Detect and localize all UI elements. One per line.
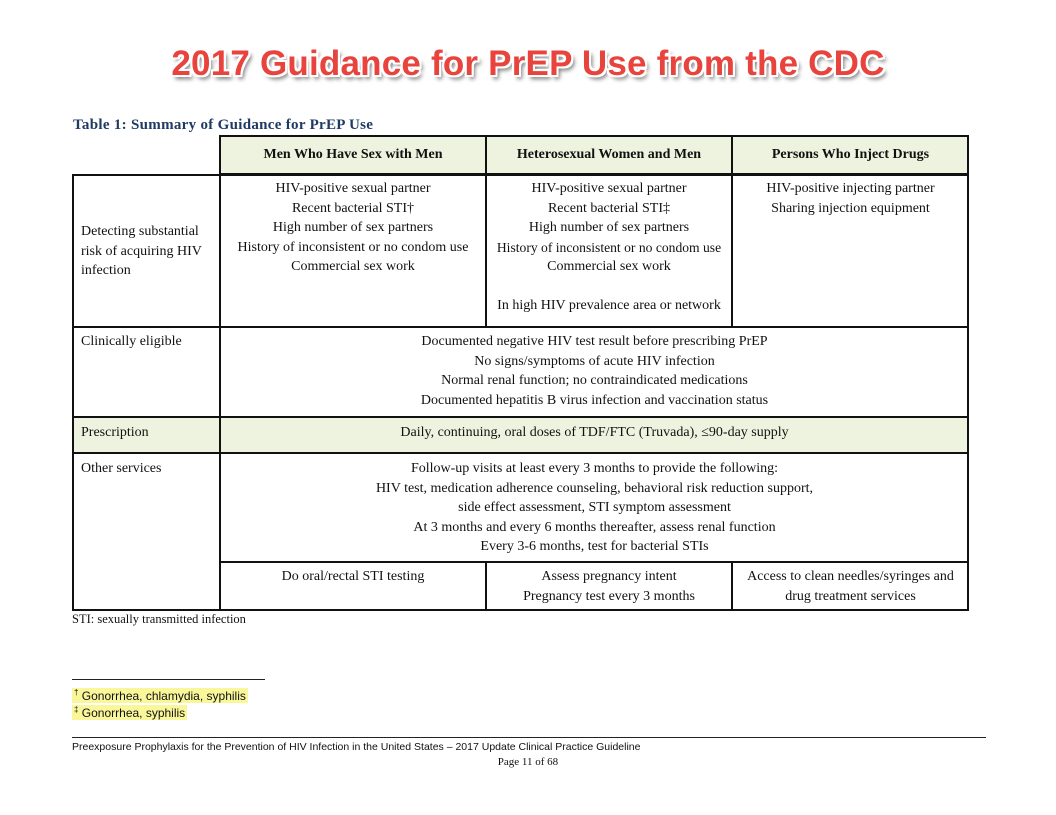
footnote-text: Gonorrhea, chlamydia, syphilis: [81, 689, 246, 703]
column-header-pwid: Persons Who Inject Drugs: [732, 135, 969, 175]
table-border: [72, 174, 969, 176]
list-item: HIV-positive injecting partner: [766, 181, 935, 196]
row-label-prescription: Prescription: [81, 425, 149, 440]
list-item: Sharing injection equipment: [771, 200, 930, 216]
list-item: Follow-up visits at least every 3 months to provide the following:: [410, 461, 779, 476]
page-number: Page 11 of 68: [497, 756, 559, 768]
list-item: Pregnancy test every 3 months: [523, 588, 695, 604]
list-item: Commercial sex work: [291, 259, 415, 274]
sti-note: STI: sexually transmitted infection: [72, 612, 246, 626]
risk-pwid-cell: [732, 179, 969, 218]
services-cell: [220, 459, 969, 557]
list-item: HIV-positive sexual partner: [531, 181, 687, 196]
footnote-divider: [72, 679, 265, 680]
row-label-risk-line: risk of acquiring HIV: [81, 243, 202, 259]
list-item: Every 3-6 months, test for bacterial STIs: [480, 539, 709, 554]
table-border: [72, 416, 969, 418]
table-border: [485, 561, 487, 611]
table-border: [967, 135, 969, 611]
table-border: [72, 609, 969, 611]
list-item: High number of sex partners: [528, 220, 690, 235]
services-msm-cell: [220, 567, 486, 587]
table-border: [72, 452, 969, 454]
list-item: Commercial sex work: [547, 259, 671, 274]
list-item: History of inconsistent or no condom use: [237, 239, 469, 255]
list-item: HIV-positive sexual partner: [275, 181, 431, 196]
list-item: Access to clean needles/syringes and: [747, 569, 954, 584]
prescription-cell: Daily, continuing, oral doses of TDF/FTC (Truvada), ≤90-day supply: [400, 425, 789, 440]
list-item: High number of sex partners: [272, 220, 434, 235]
footnote-text: Gonorrhea, syphilis: [81, 706, 186, 720]
list-item: HIV test, medication adherence counseling, behavioral risk reduction support,: [375, 480, 814, 496]
list-item: Recent bacterial STI‡: [547, 200, 671, 216]
list-item: Do oral/rectal STI testing: [281, 569, 425, 584]
services-pwid-cell: [732, 567, 969, 606]
list-item: Documented hepatitis B virus infection and vaccination status: [420, 392, 769, 408]
footnote-mark: †: [74, 688, 79, 697]
list-item: History of inconsistent or no condom use: [496, 239, 722, 255]
table-border: [220, 135, 969, 137]
table-caption: Table 1: Summary of Guidance for PrEP Use: [73, 117, 374, 133]
table-border: [485, 135, 487, 328]
table-border: [72, 326, 969, 328]
table-border: [731, 561, 733, 611]
row-label-risk-line: infection: [81, 263, 131, 278]
footnote-mark: ‡: [74, 705, 79, 714]
list-item: At 3 months and every 6 months thereafter, assess renal function: [413, 519, 776, 535]
risk-msm-cell: [220, 179, 486, 277]
table-border: [220, 561, 969, 563]
list-item: drug treatment services: [785, 588, 916, 604]
list-item: In high HIV prevalence area or network: [497, 298, 721, 313]
banner-title: 2017 Guidance for PrEP Use from the CDC: [171, 44, 885, 83]
services-heterosexual-cell: [486, 567, 732, 606]
list-item: side effect assessment, STI symptom assessment: [458, 500, 731, 515]
list-item: No signs/symptoms of acute HIV infection: [474, 353, 715, 369]
list-item: Documented negative HIV test result before prescribing PrEP: [421, 334, 768, 349]
risk-heterosexual-cell: [486, 179, 732, 316]
eligible-cell: [220, 332, 969, 410]
table-border: [72, 174, 74, 611]
footer-title: Preexposure Prophylaxis for the Prevention of HIV Infection in the United States – 2017 Update Clinical Practice Guideline: [72, 741, 641, 753]
list-item: Normal renal function; no contraindicated medications: [441, 373, 748, 388]
footer-divider: [72, 737, 986, 738]
row-label-eligible: Clinically eligible: [81, 334, 182, 349]
column-header-heterosexual: Heterosexual Women and Men: [486, 135, 732, 175]
list-item: Assess pregnancy intent: [541, 569, 677, 584]
table-border: [731, 135, 733, 328]
row-label-services: Other services: [81, 461, 162, 476]
row-label-risk: [72, 222, 220, 281]
column-header-msm: Men Who Have Sex with Men: [220, 135, 486, 175]
footnote: [72, 688, 248, 703]
list-item: Recent bacterial STI†: [291, 200, 415, 216]
guidance-table: [72, 135, 969, 611]
footnote: [72, 705, 187, 720]
table-border: [219, 135, 221, 611]
row-label-risk-line: Detecting substantial: [81, 224, 199, 239]
